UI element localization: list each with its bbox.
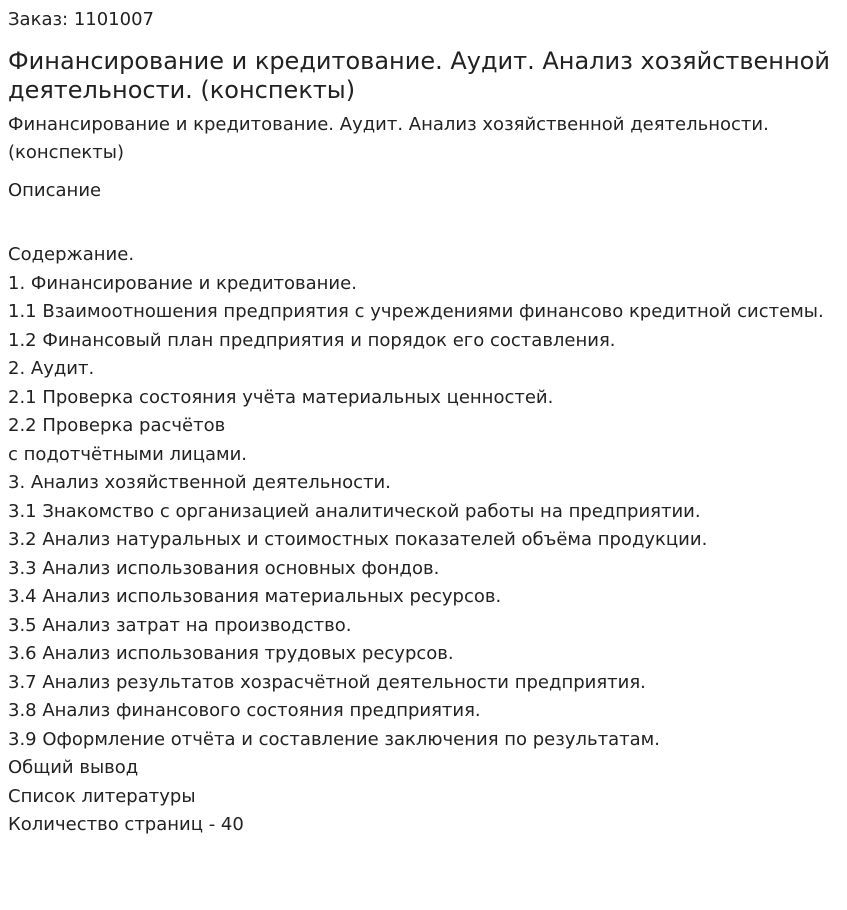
description-label: Описание: [8, 180, 102, 201]
contents-line: с подотчётными лицами.: [8, 443, 248, 465]
contents-line: 3.8 Анализ финансового состояния предприятия.: [8, 700, 481, 721]
contents-line: 2.2 Проверка расчётов: [8, 415, 226, 436]
contents-line: 3.3 Анализ использования основных фондов.: [8, 557, 440, 579]
contents-heading: Содержание.: [8, 244, 135, 265]
contents-line: 3.5 Анализ затрат на производство.: [8, 614, 352, 636]
contents-line: 1.1 Взаимоотношения предприятия с учреждениями финансово кредитной системы.: [8, 301, 824, 322]
contents-line: 2. Аудит.: [8, 358, 95, 379]
page-subtitle: Финансирование и кредитование. Аудит. Анализ хозяйственной деятельности. (конспекты): [8, 114, 769, 163]
contents-line: 3.2 Анализ натуральных и стоимостных показателей объёма продукции.: [8, 529, 708, 550]
contents-line: 3.6 Анализ использования трудовых ресурсов.: [8, 643, 454, 664]
contents-line: 1. Финансирование и кредитование.: [8, 272, 357, 294]
contents-line: 1.2 Финансовый план предприятия и порядок его составления.: [8, 329, 616, 351]
order-number: Заказ: 1101007: [8, 9, 154, 30]
contents-line: 3.9 Оформление отчёта и составление заключения по результатам.: [8, 728, 660, 750]
contents-line: Количество страниц - 40: [8, 814, 244, 835]
contents-line: 2.1 Проверка состояния учёта материальных ценностей.: [8, 386, 554, 408]
contents-line: Общий вывод: [8, 757, 139, 778]
contents-line: 3. Анализ хозяйственной деятельности.: [8, 472, 391, 493]
page-title: Финансирование и кредитование. Аудит. Анализ хозяйственной деятельности. (конспекты): [8, 47, 830, 104]
contents-line: 3.7 Анализ результатов хозрасчётной деятельности предприятия.: [8, 671, 646, 693]
contents-line: 3.4 Анализ использования материальных ресурсов.: [8, 586, 502, 607]
contents-block: [8, 241, 838, 840]
contents-line: Список литературы: [8, 785, 196, 807]
contents-line: 3.1 Знакомство с организацией аналитической работы на предприятии.: [8, 500, 701, 522]
